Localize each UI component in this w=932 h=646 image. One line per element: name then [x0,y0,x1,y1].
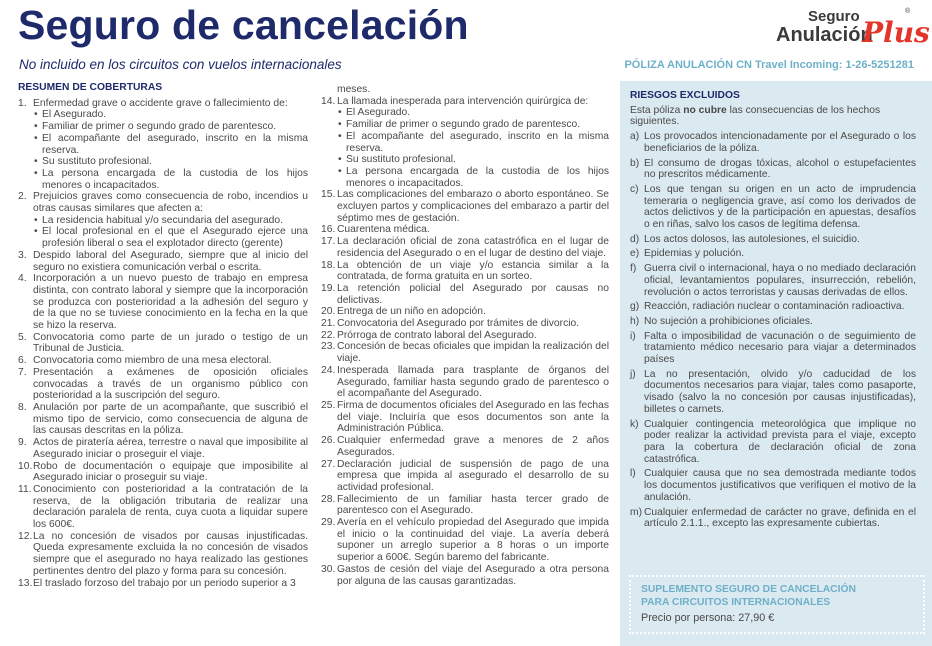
coverage-item-text: El traslado forzoso del trabajo por un periodo superior a 3 [33,577,296,589]
coverage-item [321,224,609,236]
coverage-item [18,402,308,437]
coverage-item-text: Las complicaciones del embarazo o aborto espontáneo. Se excluyen partos y complicaciones del embarazo a partir del séptimo mes de gestación. [337,189,609,224]
logo-line-2: Anulación [776,24,873,46]
coverage-item-number: 7. [18,366,27,378]
exclusion-letter: j) [630,368,636,380]
coverage-heading: RESUMEN DE COBERTURAS [18,82,163,93]
coverage-list-1 [18,98,308,590]
coverage-item [321,400,609,435]
coverage-item [321,564,609,587]
coverage-item-text: La llamada inesperada para intervención quirúrgica de: [337,95,589,107]
page-title: Seguro de cancelación [18,2,469,48]
coverage-item [321,330,609,342]
coverage-item-text: Enfermedad grave o accidente grave o fallecimiento de: [33,97,288,109]
exclusion-item [630,419,916,466]
coverage-item [321,365,609,400]
coverage-item [321,306,609,318]
exclusion-item [630,248,916,260]
coverage-item [18,355,308,367]
coverage-item-text: Presentación a exámenes de oposición oficiales convocadas a través de un organismo público con posterioridad a la suscripción del seguro. [33,366,308,402]
exclusion-letter: b) [630,157,640,169]
exclusions-list [630,131,916,530]
coverage-item-number: 13. [18,577,33,589]
exclusion-text: No sujeción a prohibiciones oficiales. [644,315,813,327]
coverage-item-text: Entrega de un niño en adopción. [337,306,486,318]
coverage-item-text: Cuarentena médica. [337,224,430,236]
exclusions-panel [620,81,932,646]
intro-bold-text: no cubre [683,104,727,116]
coverage-item-text: Robo de documentación o equipaje que imposibilite al Asegurado iniciar o proseguir su viaje. [33,460,308,484]
coverage-sub-item: • Su sustituto profesional. [33,156,308,168]
coverage-item-number: 17. [321,236,336,248]
coverage-item-number: 16. [321,224,336,236]
exclusion-item [630,468,916,503]
exclusion-letter: m) [630,506,643,518]
coverage-item-number: 29. [321,517,336,529]
coverage-item-text: Declaración judicial de suspensión de pago de una empresa que impida al asegurado el desarrollo de su actividad profesional. [337,458,609,493]
coverage-item-number: 18. [321,259,336,271]
coverage-item [321,517,609,564]
exclusion-letter: k) [630,418,639,430]
exclusion-text: Guerra civil o internacional, haya o no mediado declaración oficial, levantamientos populares, insurrección, rebelión, revolución o actos terroristas y causas derivadas de ellos. [644,263,916,298]
coverage-item [321,341,609,364]
coverage-item [321,318,609,330]
coverage-item-number: 19. [321,282,336,294]
coverage-item-text: Gastos de cesión del viaje del Asegurado a otra persona por alguna de las causas garantizadas. [337,563,609,587]
exclusion-text: Falta o imposibilidad de vacunación o de seguimiento de tratamiento médico necesario para viajar a determinados países [644,330,916,366]
exclusion-letter: g) [630,301,640,313]
exclusion-letter: c) [630,183,639,195]
coverage-item-text: Actos de piratería aérea, terrestre o naval que imposibilite al Asegurado iniciar o proseguir el viaje. [33,437,308,460]
coverage-item [18,273,308,332]
coverage-item [321,260,609,283]
coverage-item-text: Convocatoria como parte de un jurado o testigo de un Tribunal de Justicia. [33,331,308,355]
coverage-item-text: La declaración oficial de zona catastrófica en el lugar de residencia del Asegurado o en el lugar de destino del viaje. [337,236,609,259]
exclusion-letter: f) [630,263,637,275]
coverage-item-number: 5. [18,331,27,343]
coverage-item-text: Concesión de becas oficiales que impidan la realización del viaje. [337,341,609,365]
coverage-item-text: La obtención de un viaje y/o estancia similar a la contratada, de forma gratuita en un sorteo. [337,259,609,283]
coverage-column-2 [321,84,609,587]
coverage-item-text: Anulación por parte de un acompañante, que suscribió el mismo tipo de servicio, como consecuencia de alguna de las causas descritas en la póliza. [33,401,308,437]
coverage-item [321,189,609,224]
coverage-item [321,283,609,306]
exclusion-item [630,301,916,313]
exclusion-item [630,507,916,530]
coverage-column-1 [18,82,308,589]
coverage-item-number: 12. [18,530,33,542]
coverage-item-number: 28. [321,493,336,505]
coverage-item-number: 24. [321,364,336,376]
coverage-sub-item: • El acompañante del asegurado, inscrito en la misma reserva. [337,131,609,154]
exclusion-item [630,331,916,366]
coverage-item-number: 27. [321,458,336,470]
coverage-item-text: Fallecimiento de un familiar hasta tercer grado de parentesco con el Asegurado. [337,493,609,517]
coverage-item-number: 23. [321,341,336,353]
coverage-sub-item: • Familiar de primer o segundo grado de parentesco. [337,119,609,131]
coverage-item [18,367,308,402]
exclusion-text: Los actos dolosos, las autolesiones, el suicidio. [644,233,860,245]
coverage-item-number: 20. [321,306,336,318]
exclusion-item [630,263,916,298]
supplement-box [629,575,925,634]
exclusion-text: Los que tengan su origen en un acto de imprudencia temeraria o negligencia grave, así como los derivados de actos delictivos y de la participación en apuestas, desafíos o en riñas, salvo los casos de legítima defensa. [644,183,916,231]
exclusion-item [630,316,916,328]
coverage-item [18,98,308,192]
coverage-item-text: Incorporación a un nuevo puesto de trabajo en empresa distinta, con contrato laboral y siempre que la incorporación se produzca con posterioridad a la adhesión del seguro y de la que no se tuviese conocimiento en la fecha en la que se hizo la reserva. [33,273,308,332]
coverage-item-text: Prejuicios graves como consecuencia de robo, incendios u otras causas similares que afecten a: [33,191,308,215]
coverage-item-number: 10. [18,460,33,472]
coverage-item-text: Conocimiento con posterioridad a la contratación de la reserva, de la obligación tributaria de realizar una declaración paralela de renta, cuya cuota a liquidar supere los 600€. [33,483,308,531]
coverage-item-number: 21. [321,318,336,330]
coverage-sub-item: • Su sustituto profesional. [337,154,609,166]
coverage-sub-item: • El acompañante del asegurado, inscrito en la misma reserva. [33,133,308,156]
coverage-item [18,578,308,590]
coverage-sub-item: • El local profesional en el que el Asegurado ejerce una profesión liberal o sea el explotador directo (gerente) [33,226,308,249]
coverage-list-2 [321,96,609,588]
exclusion-letter: a) [630,131,640,143]
coverage-item [321,459,609,494]
exclusion-item [630,158,916,181]
coverage-item-number: 1. [18,97,27,109]
exclusion-item [630,131,916,154]
coverage-item [18,437,308,460]
exclusions-intro [630,105,916,128]
intro-text: Esta póliza [630,104,684,116]
coverage-item-number: 6. [18,355,27,367]
coverage-sub-item: • Familiar de primer o segundo grado de parentesco. [33,121,308,133]
coverage-item [18,484,308,531]
logo-line-3: Plus [862,16,930,49]
coverage-item-number: 2. [18,191,27,203]
coverage-item-text: Avería en el vehículo propiedad del Asegurado que impida el inicio o la continuidad del viaje. La avería deberá suponer un arreglo superior a 8 horas o un importe superior a 600€. Según baremo del fabricante. [337,517,609,564]
supplement-title-line-2: PARA CIRCUITOS INTERNACIONALES [641,597,831,608]
exclusion-text: El consumo de drogas tóxicas, alcohol o estupefacientes no prescritos médicamente. [644,157,916,181]
exclusion-letter: e) [630,248,640,260]
coverage-item [18,191,308,250]
exclusion-letter: d) [630,233,640,245]
coverage-item-number: 8. [18,401,27,413]
coverage-item-text: Convocatoria del Asegurado por trámites de divorcio. [337,318,580,330]
coverage-item [321,435,609,458]
coverage-item-text: La retención policial del Asegurado por causas no delictivas. [337,282,609,306]
coverage-sub-item: • La residencia habitual y/o secundaria del asegurado. [33,215,308,227]
exclusion-text: La no presentación, olvido y/o caducidad de los documentos necesarios para viajar, tales como pasaporte, visado (salvo la no concesión por causas injustificadas), billetes o carnets. [644,368,916,415]
intro-text-end: las consecuencias de los hechos siguientes. [630,104,881,128]
exclusion-text: Epidemias y polución. [644,248,745,260]
coverage-item-text: La no concesión de visados por causas injustificadas. Queda expresamente excluida la no concesión de visados siempre que el asegurado no haya realizado las gestiones pertinentes dentro del plazo y forma para su concesión. [33,530,308,577]
exclusion-item [630,234,916,246]
coverage-item-text: Firma de documentos oficiales del Asegurado en las fechas del viaje. Incluiría que esos documentos son ante la Administración Pública. [337,399,609,435]
exclusions-heading: RIESGOS EXCLUIDOS [630,90,740,101]
coverage-item [321,96,609,190]
coverage-item-number: 3. [18,249,27,261]
page-subtitle: No incluido en los circuitos con vuelos internacionales [19,57,342,72]
coverage-sub-item: • El Asegurado. [33,109,308,121]
coverage-item-number: 14. [321,95,336,107]
coverage-item-number: 22. [321,329,336,341]
supplement-price: Precio por persona: 27,90 € [641,612,775,624]
coverage-item-number: 26. [321,435,336,447]
logo-line-1: Seguro [808,8,860,25]
exclusion-letter: l) [630,468,636,480]
coverage-item-number: 30. [321,563,336,575]
exclusion-item [630,369,916,416]
coverage-item-text: Inesperada llamada para trasplante de órganos del Asegurado, familiar hasta segundo grado de parentesco o el acompañante del Asegurado. [337,364,609,400]
coverage-item [18,250,308,273]
coverage-item-number: 11. [18,483,32,495]
exclusion-letter: h) [630,315,640,327]
exclusion-text: Cualquier contingencia meteorológica que implique no poder realizar la actividad prevista para el viaje, excepto para la cobertura de declaración oficial de zona catastrófica. [644,418,916,465]
coverage-item [18,531,308,578]
exclusion-item [630,184,916,231]
coverage-item-text: Despido laboral del Asegurado, siempre que al inicio del seguro no existiera comunicación verbal o escrita. [33,249,308,273]
registered-mark: ® [905,8,911,15]
coverage-sub-item: • La persona encargada de la custodia de los hijos menores o incapacitados. [33,168,308,191]
exclusion-text: Los provocados intencionadamente por el Asegurado o los beneficiarios de la póliza. [644,131,916,154]
exclusion-letter: i) [630,330,636,342]
coverage-sub-item: • La persona encargada de la custodia de los hijos menores o incapacitados. [337,166,609,189]
exclusion-text: Cualquier enfermedad de carácter no grave, definida en el artículo 2.1.1., excepto las expresamente cubiertas. [644,506,916,530]
coverage-item-number: 15. [321,189,336,201]
coverage-item-text: Prórroga de contrato laboral del Asegurado. [337,329,537,341]
exclusion-text: Cualquier causa que no sea demostrada mediante todos los documentos justificativos que verifiquen el motivo de la anulación. [644,468,916,503]
exclusion-text: Reacción, radiación nuclear o contaminación radioactiva. [644,301,905,313]
seguro-anulacion-plus-logo [770,6,930,52]
coverage-item-number: 4. [18,273,27,285]
coverage-item [321,236,609,259]
policy-number: PÓLIZA ANULACIÓN CN Travel Incoming: 1-26-5251281 [624,59,914,71]
coverage-item-text: Cualquier enfermedad grave a menores de 2 años Asegurados. [337,435,609,458]
coverage-item [18,332,308,355]
coverage-item [18,461,308,484]
coverage-item-number: 25. [321,399,336,411]
coverage-item [321,494,609,517]
coverage-item-text: Convocatoria como miembro de una mesa electoral. [33,355,272,367]
coverage-continuation: meses. [337,84,371,95]
supplement-title-line-1: SUPLEMENTO SEGURO DE CANCELACIÓN [641,584,856,595]
coverage-item-number: 9. [18,437,27,449]
coverage-sub-item: • El Asegurado. [337,107,609,119]
